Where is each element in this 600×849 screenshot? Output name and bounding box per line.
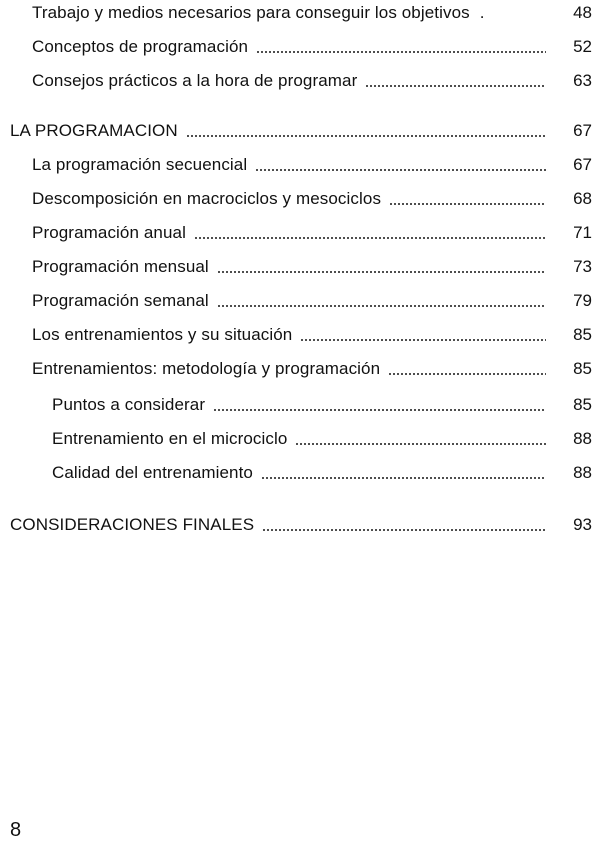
toc-entry-consideraciones-finales	[10, 514, 546, 536]
toc-entry-title: Trabajo y medios necesarios para conseguir los objetivos	[32, 3, 470, 22]
toc-dot-leader	[300, 339, 546, 341]
toc-entry-page-row	[546, 256, 596, 278]
toc-entry-title: Los entrenamientos y su situación	[32, 325, 293, 344]
page-number: 8	[10, 819, 22, 841]
toc-entry-page: 67	[573, 121, 592, 140]
toc-entry-title: Programación semanal	[32, 291, 209, 310]
toc-entry-title: Puntos a considerar	[52, 395, 206, 414]
toc-entry-title: Programación mensual	[32, 257, 209, 276]
toc-dot-leader	[256, 51, 546, 53]
toc-entry-page-row	[546, 222, 596, 244]
toc-dot-leader	[262, 529, 546, 531]
toc-entry-page: 85	[573, 325, 592, 344]
toc-entry-title: Programación anual	[32, 223, 186, 242]
toc-entry-page-row	[546, 120, 596, 142]
toc-entry-page: 52	[573, 37, 592, 56]
toc-leader-dot: .	[479, 3, 485, 22]
toc-dot-leader	[217, 305, 546, 307]
toc-dot-leader	[213, 409, 546, 411]
toc-entry-page: 67	[573, 155, 592, 174]
toc-dot-leader	[388, 373, 546, 375]
toc-dot-leader	[217, 271, 546, 273]
toc-entry-title: Descomposición en macrociclos y mesociclos	[32, 189, 382, 208]
toc-entry-title: Conceptos de programación	[32, 37, 249, 56]
toc-dot-leader	[365, 85, 546, 87]
toc-entry-page: 63	[573, 71, 592, 90]
toc-entry-page: 93	[573, 515, 592, 534]
toc-entry-page: 73	[573, 257, 592, 276]
toc-entry-consejos	[32, 70, 546, 92]
toc-entry-page-row	[546, 394, 596, 416]
toc-entry-page: 85	[573, 395, 592, 414]
toc-entry-page: 71	[573, 223, 592, 242]
toc-entry-secuencial	[32, 154, 546, 176]
toc-entry-page: 79	[573, 291, 592, 310]
toc-entry-page: 68	[573, 189, 592, 208]
toc-entry-page: 85	[573, 359, 592, 378]
toc-entry-page-row	[546, 358, 596, 380]
toc-entry-puntos	[52, 394, 546, 416]
toc-entry-title: Entrenamientos: metodología y programación	[32, 359, 381, 378]
toc-entry-page-row	[546, 188, 596, 210]
toc-entry-metodologia	[32, 358, 546, 380]
toc-entry-title: Entrenamiento en el microciclo	[52, 429, 288, 448]
toc-entry-page-row	[546, 154, 596, 176]
toc-entry-title: La programación secuencial	[32, 155, 248, 174]
toc-entry-conceptos	[32, 36, 546, 58]
toc-dot-leader	[194, 237, 546, 239]
toc-entry-microciclo	[52, 428, 546, 450]
toc-entry-page-row	[546, 324, 596, 346]
toc-entry-mensual	[32, 256, 546, 278]
toc-entry-title: LA PROGRAMACION	[10, 121, 178, 140]
toc-dot-leader	[261, 477, 546, 479]
toc-entry-page: 88	[573, 429, 592, 448]
toc-entry-la-programacion	[10, 120, 546, 142]
toc-entry-entrenamientos-situacion	[32, 324, 546, 346]
toc-entry-page-row	[546, 36, 596, 58]
toc-entry-descomposicion	[32, 188, 546, 210]
toc-entry-title: Calidad del entrenamiento	[52, 463, 253, 482]
toc-entry-page-row	[546, 462, 596, 484]
toc-entry-title: CONSIDERACIONES FINALES	[10, 515, 255, 534]
toc-dot-leader	[295, 443, 546, 445]
toc-entry-page-row	[546, 70, 596, 92]
toc-dot-leader	[389, 203, 546, 205]
toc-entry-title: Consejos prácticos a la hora de programar	[32, 71, 358, 90]
toc-entry-semanal	[32, 290, 546, 312]
toc-entry-page-row	[546, 2, 596, 24]
toc-entry-page-row	[546, 428, 596, 450]
toc-entry-calidad	[52, 462, 546, 484]
toc-entry-page-row	[546, 290, 596, 312]
toc-dot-leader	[255, 169, 546, 171]
toc-entry-page: 48	[573, 3, 592, 22]
toc-entry-anual	[32, 222, 546, 244]
toc-entry-trabajo-medios	[32, 2, 546, 24]
toc-dot-leader	[186, 135, 546, 137]
toc-entry-page-row	[546, 514, 596, 536]
toc-entry-page: 88	[573, 463, 592, 482]
